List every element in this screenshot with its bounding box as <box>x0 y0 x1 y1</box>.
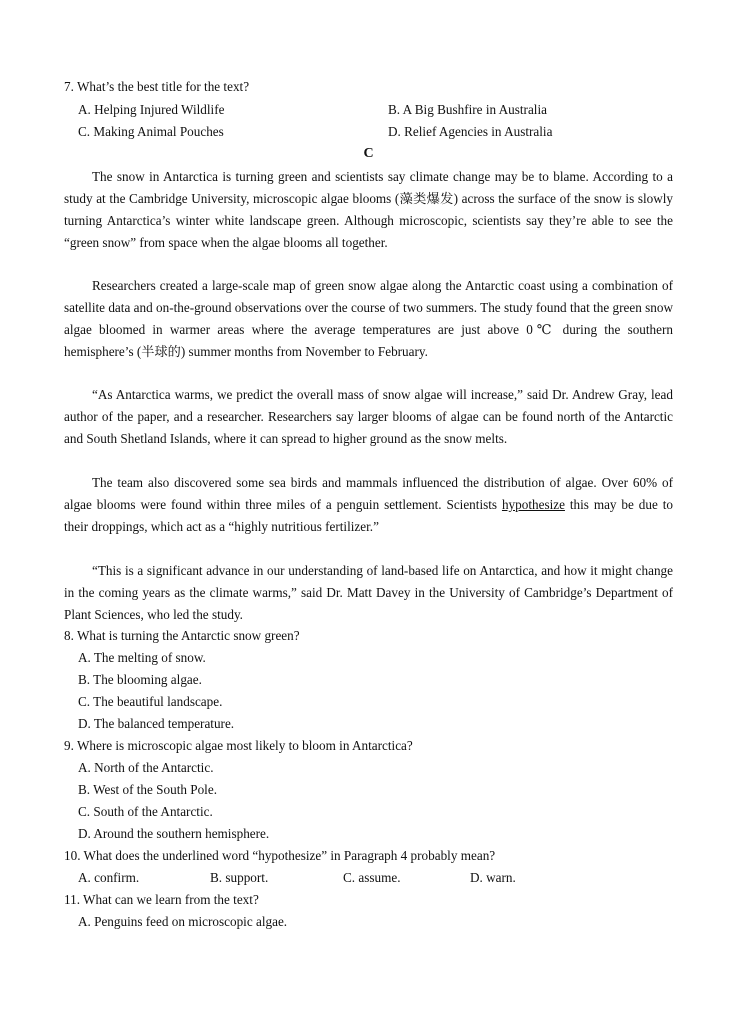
q9-option-b: B. West of the South Pole. <box>78 782 217 797</box>
passage-paragraph-4 <box>64 472 673 538</box>
q11-option-a: A. Penguins feed on microscopic algae. <box>78 914 288 929</box>
q10-option-b: B. support. <box>210 870 269 885</box>
section-label: C <box>363 146 374 161</box>
passage-paragraph-1: The snow in Antarctica is turning green and scientists say climate change may be to blame. According to a study at the Cambridge University, microscopic algae blooms (藻类爆发) across the surface of the snow is slowly turning Antarctica’s winter white landscape green. Although microscopic, scientists say they’re able to see the “green snow” from space when the algae blooms all together. <box>64 169 673 250</box>
question-8: 8. What is turning the Antarctic snow green? <box>64 628 300 643</box>
passage-paragraph-3: “As Antarctica warms, we predict the overall mass of snow algae will increase,” said Dr. Andrew Gray, lead author of the paper, and a researcher. Researchers say larger blooms of algae can be found north of the Antarctic and South Shetland Islands, where it can spread to higher ground as the snow melts. <box>64 387 673 446</box>
question-7: 7. What’s the best title for the text? <box>64 79 250 94</box>
q8-option-b: B. The blooming algae. <box>78 672 202 687</box>
question-10: 10. What does the underlined word “hypothesize” in Paragraph 4 probably mean? <box>64 848 496 863</box>
underlined-word: hypothesize <box>501 497 565 512</box>
q8-option-d: D. The balanced temperature. <box>78 716 235 731</box>
passage-paragraph-2: Researchers created a large-scale map of green snow algae along the Antarctic coast using a combination of satellite data and on-the-ground observations over the course of two summers. The study found that the green snow algae bloomed in warmer areas where the average temperatures are just above 0℃ during the southern hemisphere’s (半球的) summer months from November to February. <box>64 278 673 359</box>
q10-option-a: A. confirm. <box>78 870 140 885</box>
q7-option-c: C. Making Animal Pouches <box>78 124 224 139</box>
q9-option-a: A. North of the Antarctic. <box>78 760 214 775</box>
question-11: 11. What can we learn from the text? <box>64 892 259 907</box>
q7-option-b: B. A Big Bushfire in Australia <box>388 102 547 117</box>
q7-option-a: A. Helping Injured Wildlife <box>78 102 225 117</box>
question-9: 9. Where is microscopic algae most likely to bloom in Antarctica? <box>64 738 413 753</box>
p4-text-before: The team also discovered some sea birds and mammals influenced the distribution of algae. Over 60% of algae blooms were found within three miles of a penguin settlement. Scientists <box>64 475 673 512</box>
q9-option-d: D. Around the southern hemisphere. <box>78 826 270 841</box>
q10-option-d: D. warn. <box>470 870 516 885</box>
p4-text-after: this may be due to their droppings, which act as a “highly nutritious fertilizer.” <box>64 497 673 534</box>
q8-option-a: A. The melting of snow. <box>78 650 206 665</box>
q10-option-c: C. assume. <box>343 870 401 885</box>
q8-option-c: C. The beautiful landscape. <box>78 694 223 709</box>
passage-paragraph-5: “This is a significant advance in our understanding of land-based life on Antarctica, and how it might change in the coming years as the climate warms,” said Dr. Matt Davey in the University of Cambridge’s Department of Plant Sciences, who led the study. <box>64 563 673 622</box>
q9-option-c: C. South of the Antarctic. <box>78 804 213 819</box>
q7-option-d: D. Relief Agencies in Australia <box>388 124 553 139</box>
